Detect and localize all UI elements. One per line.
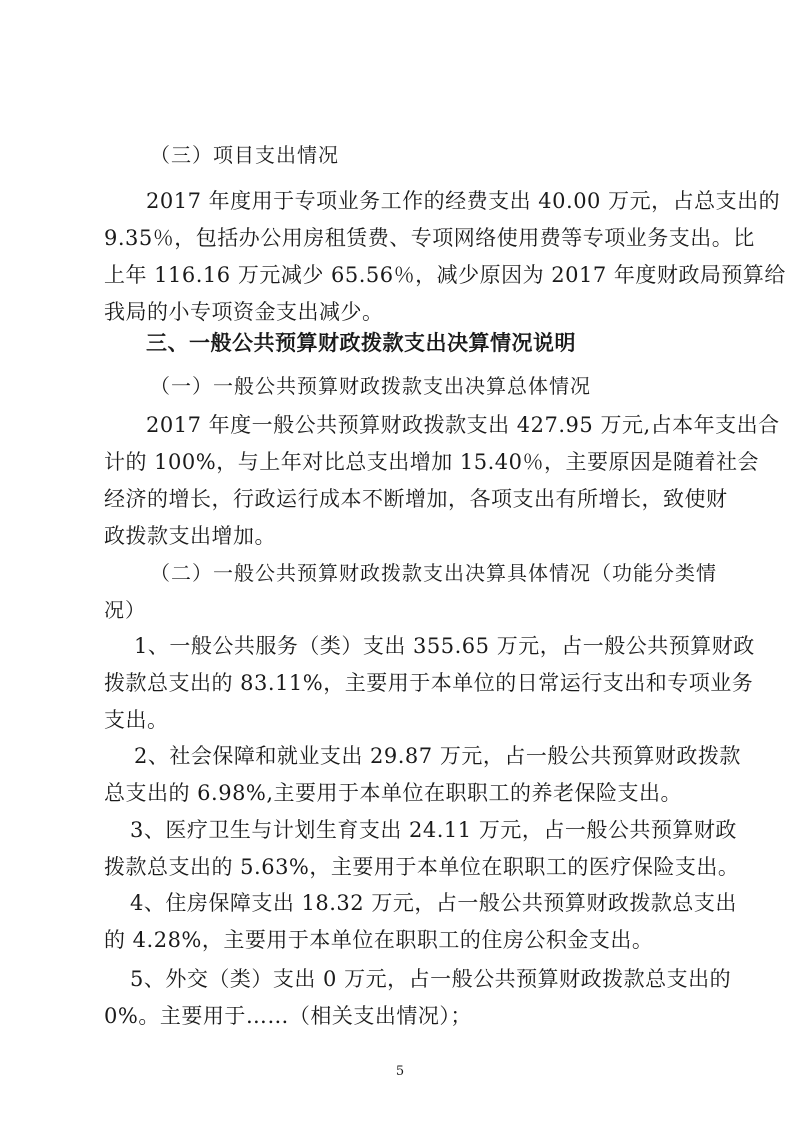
- heading-project-expenditure: [150, 137, 766, 174]
- item-social-security: [104, 738, 741, 812]
- item-medical-health: [104, 812, 740, 886]
- text-line: 上年 116.16 万元减少 65.56％，减少原因为 2017 年度财政局预算给: [104, 263, 786, 287]
- text-line: 总支出的 6.98%,主要用于本单位在职职工的养老保险支出。: [104, 781, 683, 805]
- text-line: 4、住房保障支出 18.32 万元，占一般公共预算财政拨款总支出: [130, 891, 737, 915]
- text-line: 2017 年度用于专项业务工作的经费支出 40.00 万元，占总支出的: [146, 189, 781, 213]
- text-line: 我局的小专项资金支出减少。: [104, 300, 384, 324]
- text-line: 2017 年度一般公共预算财政拨款支出 427.95 万元,占本年支出合: [146, 413, 780, 437]
- item-general-public-services: [104, 628, 755, 739]
- paragraph-overall-situation: [104, 407, 780, 555]
- text-line: 计的 100%，与上年对比总支出增加 15.40％，主要原因是随着社会: [104, 450, 760, 474]
- text-line: 经济的增长，行政运行成本不断增加，各项支出有所增长，致使财: [104, 487, 728, 511]
- text-line: 3、医疗卫生与计划生育支出 24.11 万元，占一般公共预算财政: [130, 818, 737, 842]
- text-line: 拨款总支出的 83.11%，主要用于本单位的日常运行支出和专项业务: [104, 671, 754, 695]
- text-line: 支出。: [104, 708, 169, 732]
- heading-specific-situation: [104, 555, 720, 629]
- item-foreign-affairs: [104, 961, 732, 1035]
- heading-overall-situation: [150, 368, 766, 405]
- text-line: 2、社会保障和就业支出 29.87 万元，占一般公共预算财政拨款: [134, 744, 741, 768]
- text-line: （一）一般公共预算财政拨款支出决算总体情况: [150, 374, 591, 398]
- item-housing-security: [104, 885, 737, 959]
- text-line: 拨款总支出的 5.63%，主要用于本单位在职职工的医疗保险支出。: [104, 855, 740, 879]
- text-line: 政拨款支出增加。: [104, 524, 276, 548]
- paragraph-project-expenditure: [104, 183, 786, 331]
- text-line: 5、外交（类）支出 0 万元，占一般公共预算财政拨款总支出的: [130, 967, 732, 991]
- text-line: 9.35％，包括办公用房租赁费、专项网络使用费等专项业务支出。比: [104, 226, 755, 250]
- page-number: 5: [395, 1064, 405, 1079]
- text-line: 1、一般公共服务（类）支出 355.65 万元，占一般公共预算财政: [134, 634, 755, 658]
- text-line: 三、一般公共预算财政拨款支出决算情况说明: [146, 331, 576, 355]
- text-line: （二）一般公共预算财政拨款支出决算具体情况（功能分类情: [150, 561, 717, 585]
- text-line: 的 4.28%，主要用于本单位在职职工的住房公积金支出。: [104, 928, 654, 952]
- heading-section-three: [146, 325, 762, 362]
- text-line: 0%。主要用于……（相关支出情况）；: [104, 1004, 472, 1028]
- text-line: 况）: [104, 598, 146, 622]
- text-line: （三）项目支出情况: [150, 143, 339, 167]
